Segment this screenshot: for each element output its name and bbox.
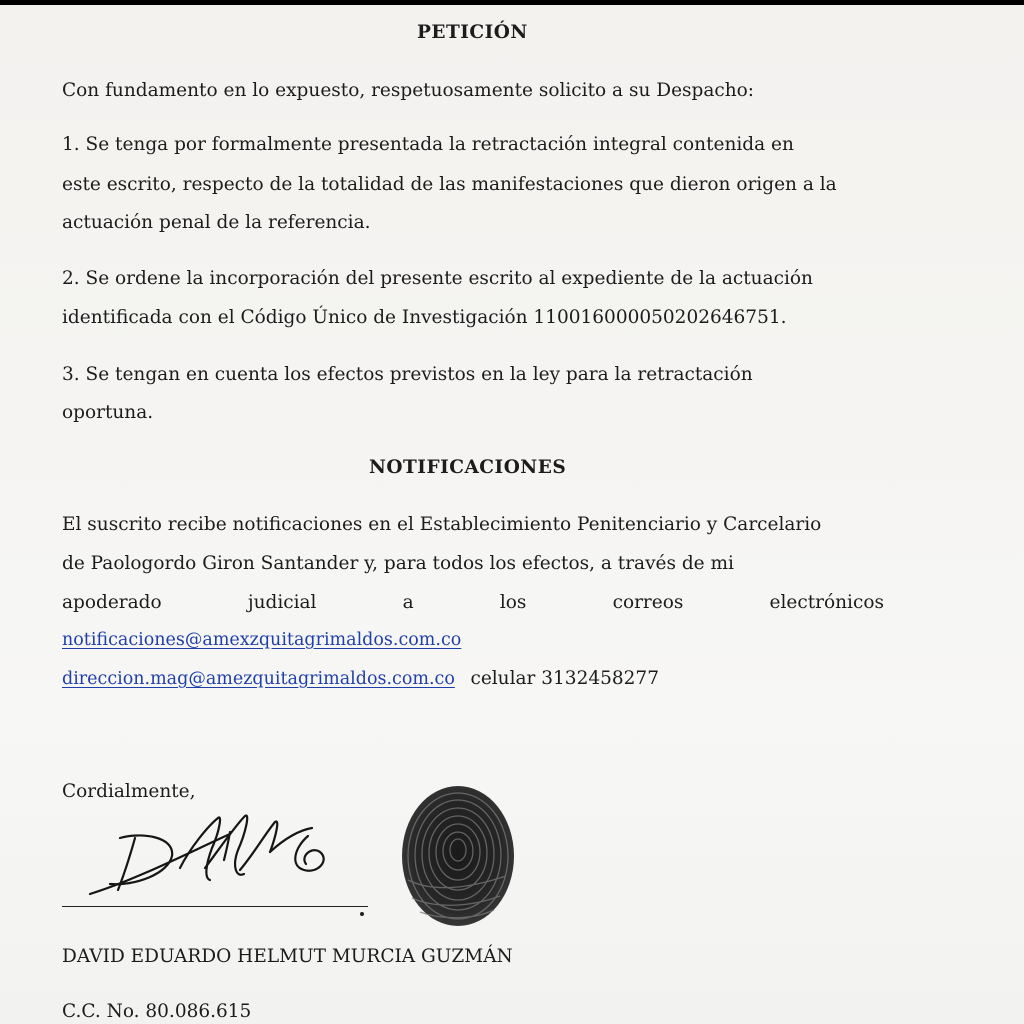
item3-line2: oportuna. <box>62 402 154 423</box>
item2-line1: 2. Se ordene la incorporación del presente escrito al expediente de la actuación <box>62 268 813 289</box>
item2-line2: identificada con el Código Único de Investigación 110016000050202646751. <box>62 307 787 328</box>
notif-word: judicial <box>247 592 317 613</box>
notif-line3 <box>62 594 884 613</box>
notificaciones-heading: NOTIFICACIONES <box>369 457 567 478</box>
signature-icon <box>80 808 360 903</box>
item3-line1: 3. Se tengan en cuenta los efectos previstos en la ley para la retractación <box>62 364 753 385</box>
signer-name: DAVID EDUARDO HELMUT MURCIA GUZMÁN <box>62 946 513 967</box>
peticion-heading: PETICIÓN <box>417 22 528 43</box>
phone-number: celular 3132458277 <box>470 668 659 689</box>
item1-line3: actuación penal de la referencia. <box>62 212 371 233</box>
item1-line2: este escrito, respecto de la totalidad de las manifestaciones que dieron origen a la <box>62 174 837 195</box>
salutation: Cordialmente, <box>62 781 196 802</box>
notif-word: apoderado <box>62 592 162 613</box>
fingerprint-icon <box>398 780 518 930</box>
peticion-intro: Con fundamento en lo expuesto, respetuosamente solicito a su Despacho: <box>62 80 755 101</box>
email-link-notificaciones[interactable]: notificaciones@amexzquitagrimaldos.com.co <box>62 630 462 650</box>
signer-id: C.C. No. 80.086.615 <box>62 1001 252 1022</box>
signature-line <box>62 906 368 907</box>
notif-line1: El suscrito recibe notificaciones en el Establecimiento Penitenciario y Carcelario <box>62 514 822 535</box>
notif-line2: de Paologordo Giron Santander y, para todos los efectos, a través de mi <box>62 553 734 574</box>
notif-word: a <box>402 592 414 613</box>
contact-line <box>62 670 659 689</box>
signature-dot <box>360 912 364 916</box>
notif-word: electrónicos <box>769 592 884 613</box>
item1-line1: 1. Se tenga por formalmente presentada la retractación integral contenida en <box>62 134 794 155</box>
email-link-direccion[interactable]: direccion.mag@amezquitagrimaldos.com.co <box>62 669 455 689</box>
notif-word: los <box>499 592 527 613</box>
notif-word: correos <box>612 592 684 613</box>
